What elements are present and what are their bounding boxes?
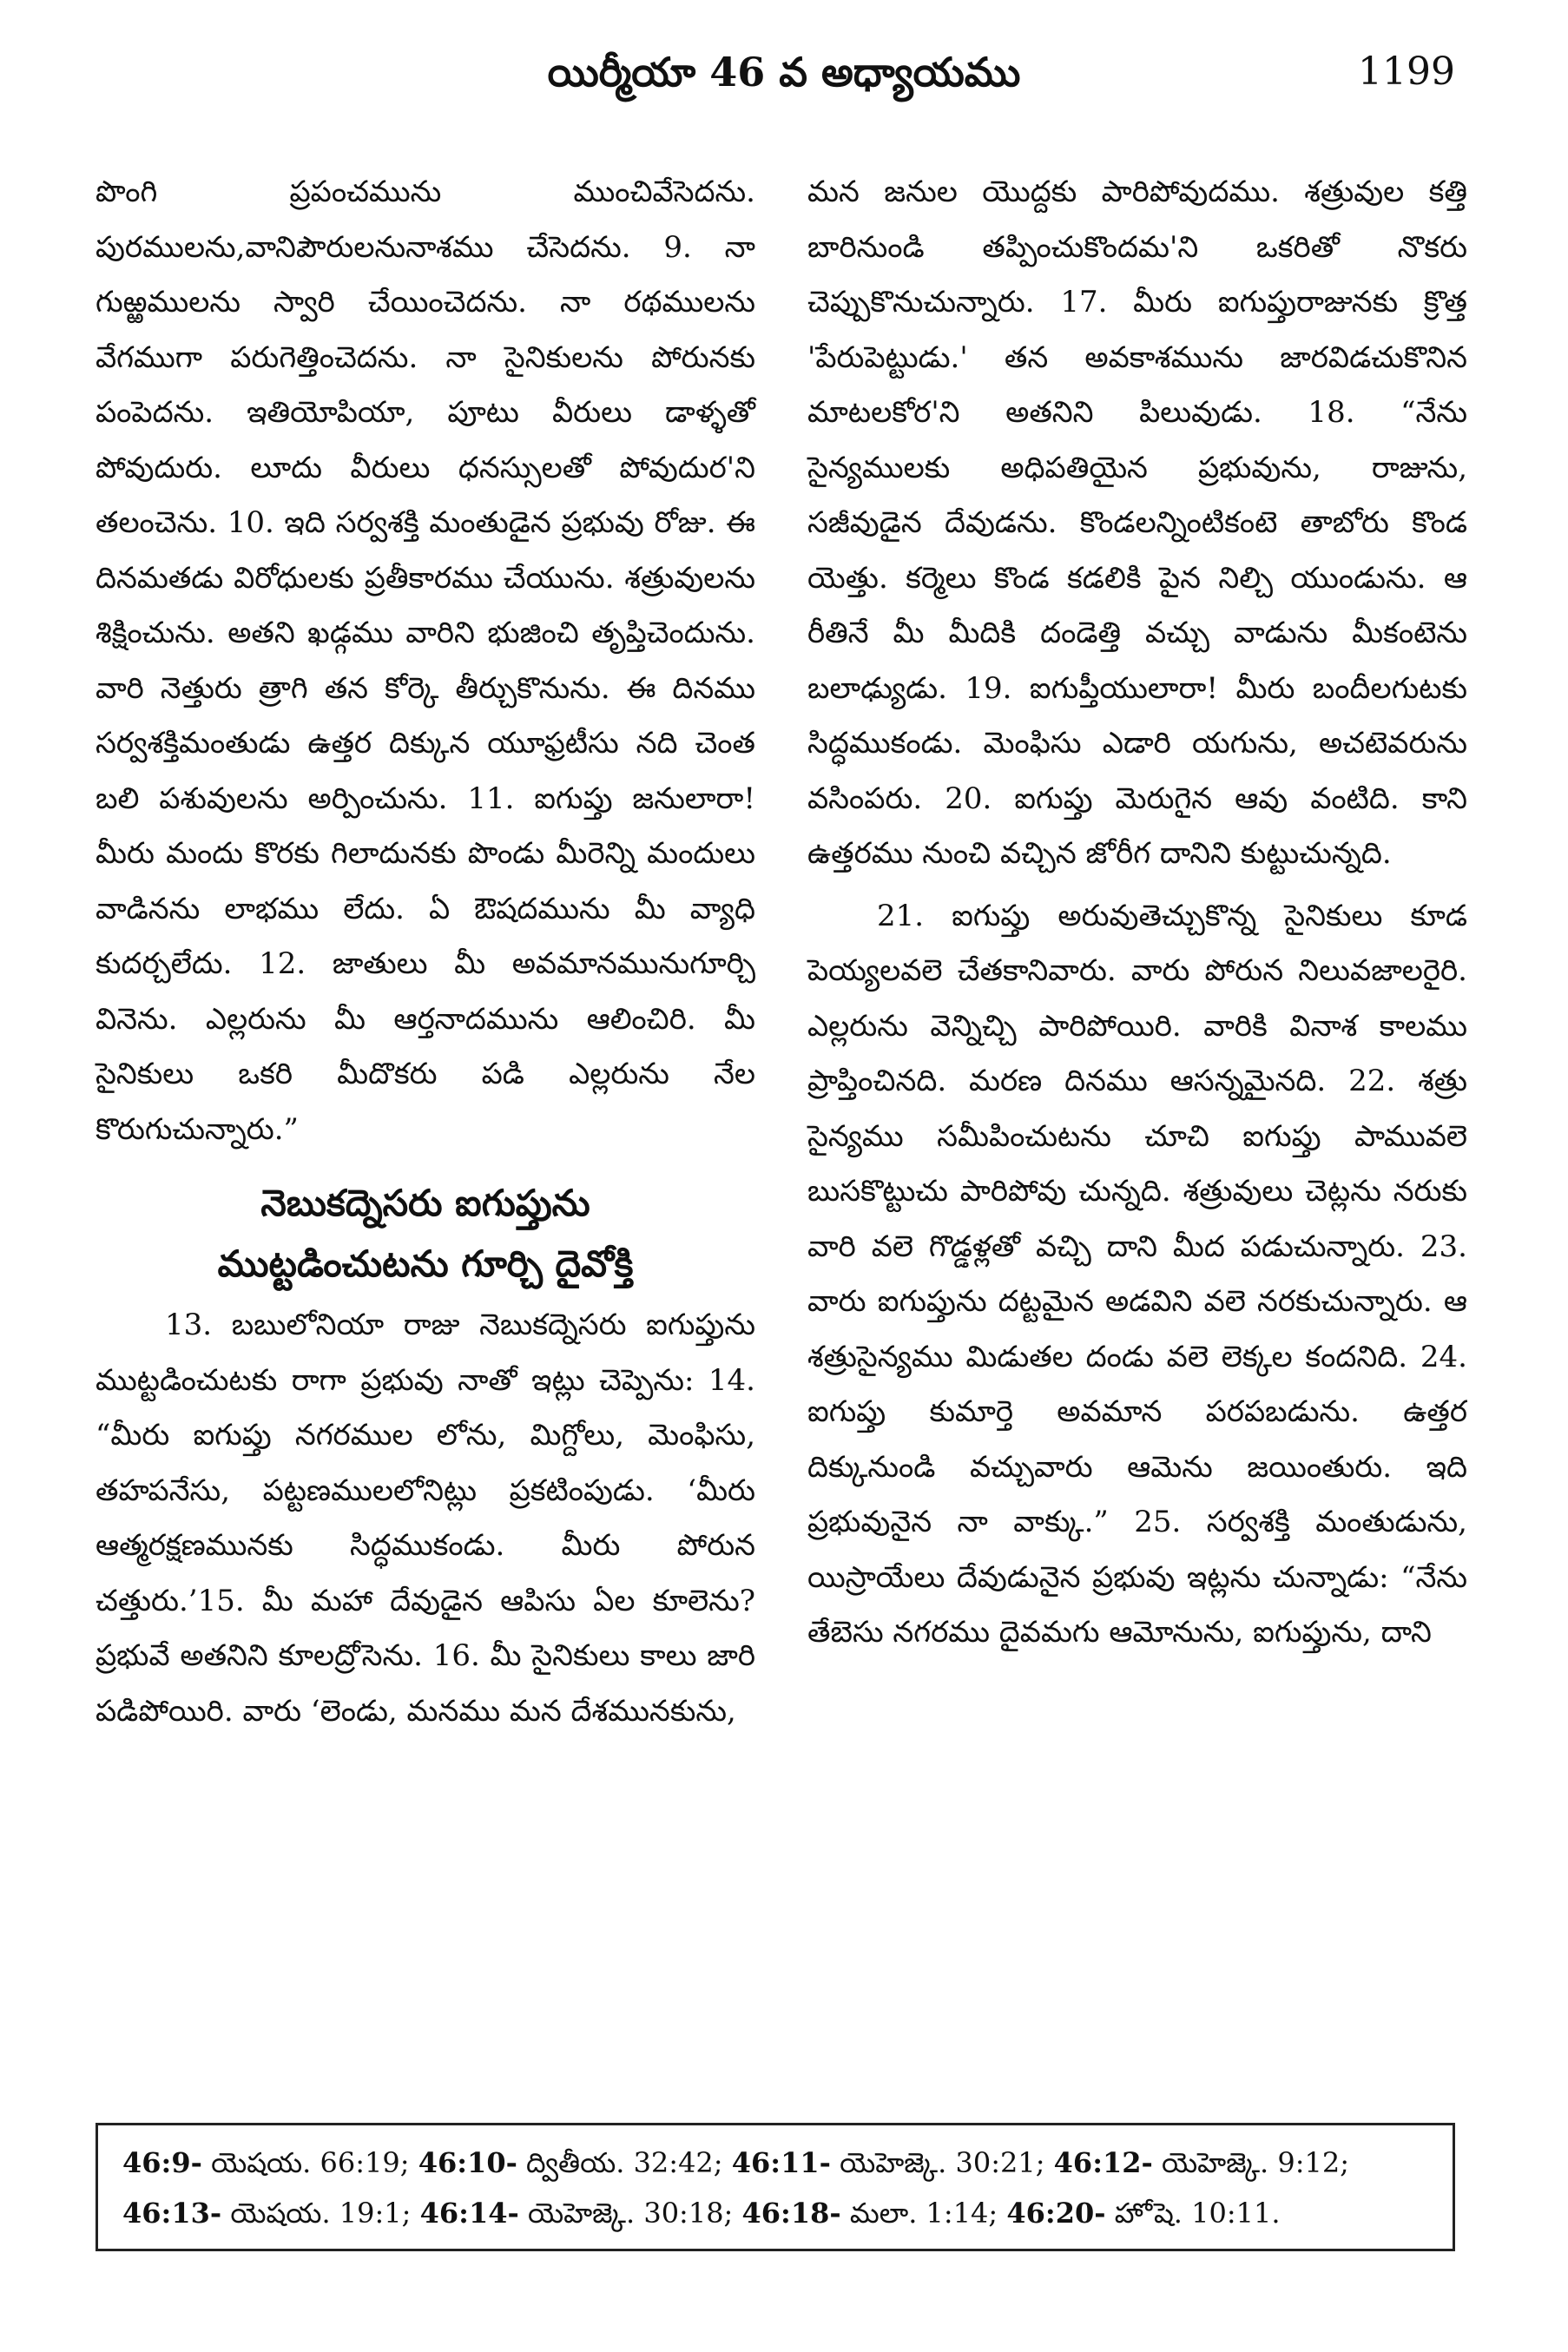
reference-key: 46:20- (1006, 2197, 1106, 2230)
section-heading-line: నెబుకద్నెసరు ఐగుప్తును (260, 1182, 590, 1224)
cross-references-box (96, 2123, 1455, 2251)
reference-key: 46:13- (122, 2197, 222, 2230)
reference-text: యెషయ. 19:1; (221, 2197, 420, 2230)
verse-paragraph: పొంగి ప్రపంచమును ముంచివేసెదను. పురములను,వానిపౌరులనునాశము చేసెదను. 9. నా గుఱ్ఱములను స్వారి చేయించెదను. నా రథములను వేగముగా పరుగెత్తించెదను. నా సైనికులను పోరునకు పంపెదను. ఇతియోపియా, పూటు వీరులు డాళ్ళతో పోవుదురు. లూదు వీరులు ధనస్సులతో పోవుదుర'ని తలంచెను. 10. ఇది సర్వశక్తి మంతుడైన ప్రభువు రోజు. ఈ దినమతడు విరోధులకు ప్రతీకారము చేయును. శత్రువులను శిక్షించును. అతని ఖడ్గము వారిని భుజించి తృప్తిచెందును. వారి నెత్తురు త్రాగి తన కోర్కె తీర్చుకొనును. ఈ దినము సర్వశక్తిమంతుడు ఉత్తర దిక్కున యూఫ్రటీసు నది చెంత బలి పశువులను అర్పించును. 11. ఐగుప్తు జనులారా! మీరు మందు కొరకు గిలాదునకు పొండు మీరెన్ని మందులు వాడినను లాభము లేదు. ఏ ఔషదమును మీ వ్యాధి కుదర్చలేదు. 12. జాతులు మీ అవమానమునుగూర్చి వినెను. ఎల్లరును మీ ఆర్తనాదమును ఆలించిరి. మీ సైనికులు ఒకరి మీదొకరు పడి ఎల్లరును నేల కొరుగుచున్నారు.” (96, 175, 755, 1147)
reference-key: 46:18- (741, 2197, 841, 2230)
reference-text: యెహెజ్కె. 9:12; (1152, 2146, 1350, 2179)
reference-text: యెషయ. 66:19; (201, 2146, 418, 2179)
reference-text: ద్వితీయ. 32:42; (517, 2146, 732, 2179)
reference-key: 46:14- (419, 2197, 519, 2230)
chapter-title: యిర్మీయా 46 వ అధ్యాయము (547, 49, 1021, 96)
section-heading (96, 1173, 755, 1295)
cross-reference-line (122, 2138, 1428, 2188)
reference-text: యెహెజ్కె. 30:18; (518, 2197, 742, 2230)
page-number: 1199 (1358, 49, 1455, 94)
reference-key: 46:11- (731, 2146, 831, 2179)
reference-key: 46:9- (122, 2146, 202, 2179)
verse-paragraph: మన జనుల యొద్దకు పారిపోవుదము. శత్రువుల కత్తి బారినుండి తప్పించుకొందమ'ని ఒకరితో నొకరు చెప్పుకొనుచున్నారు. 17. మీరు ఐగుప్తురాజునకు క్రొత్త 'పేరుపెట్టుడు.' తన అవకాశమును జారవిడచుకొనిన మాటలకోర'ని అతనిని పిలువుడు. 18. “నేను సైన్యములకు అధిపతియైన ప్రభువును, రాజును, సజీవుడైన దేవుడను. కొండలన్నింటికంటె తాబోరు కొండ యెత్తు. కర్మెలు కొండ కడలికి పైన నిల్చి యుండును. ఆ రీతినే మీ మీదికి దండెత్తి వచ్చు వాడును మీకంటెను బలాఢ్యుడు. 19. ఐగుప్తీయులారా! మీరు బందీలగుటకు సిద్ధముకండు. మెంఫిసు ఎడారి యగును, అచటెవరును వసింపరు. 20. ఐగుప్తు మెరుగైన ఆవు వంటిది. కాని ఉత్తరము నుంచి వచ్చిన జోరీగ దానిని కుట్టుచున్నది. (807, 175, 1467, 871)
reference-text: హోషె. 10:11. (1105, 2197, 1281, 2230)
reference-text: మలా. 1:14; (840, 2197, 1007, 2230)
section-heading-line: ముట్టడించుటను గూర్చి దైవోక్తి (217, 1242, 634, 1285)
verse-paragraph: 13. బబులోనియా రాజు నెబుకద్నెసరు ఐగుప్తును ముట్టడించుటకు రాగా ప్రభువు నాతో ఇట్లు చెప్పెను: 14. “మీరు ఐగుప్తు నగరముల లోను, మిగ్దోలు, మెంఫిసు, తహపనేసు, పట్టణములలోనిట్లు ప్రకటింపుడు. ‘మీరు ఆత్మరక్షణమునకు సిద్ధముకండు. మీరు పోరున చత్తురు.’15. మీ మహా దేవుడైన ఆపిసు ఏల కూలెను? ప్రభువే అతనిని కూలద్రోసెను. 16. మీ సైనికులు కాలు జారి పడిపోయిరి. వారు ‘లెండు, మనము మన దేశమునకును, (96, 1308, 755, 1729)
reference-text: యెహెజ్కె. 30:21; (830, 2146, 1054, 2179)
cross-reference-line (122, 2188, 1428, 2238)
right-column (807, 165, 1467, 1661)
reference-key: 46:10- (418, 2146, 517, 2179)
verse-paragraph: 21. ఐగుప్తు అరువుతెచ్చుకొన్న సైనికులు కూడ పెయ్యలవలె చేతకానివారు. వారు పోరున నిలువజాలరైరి. ఎల్లరును వెన్నిచ్చి పారిపోయిరి. వారికి వినాశ కాలము ప్రాప్తించినది. మరణ దినము ఆసన్నమైనది. 22. శత్రు సైన్యము సమీపించుటను చూచి ఐగుప్తు పామువలె బుసకొట్టుచు పారిపోవు చున్నది. శత్రువులు చెట్లను నరుకు వారి వలె గొడ్డళ్లతో వచ్చి దాని మీద పడుచున్నారు. 23. వారు ఐగుప్తును దట్టమైన అడవిని వలె నరకుచున్నారు. ఆ శత్రుసైన్యము మిడుతల దండు వలె లెక్కల కందనిది. 24. ఐగుప్తు కుమార్తె అవమాన పరపబడును. ఉత్తర దిక్కునుండి వచ్చువారు ఆమెను జయింతురు. ఇది ప్రభువునైన నా వాక్కు.” 25. సర్వశక్తి మంతుడును, యిస్రాయేలు దేవుడునైన ప్రభువు ఇట్లను చున్నాడు: “నేను తేబెసు నగరము దైవమగు ఆమోనును, ఐగుప్తును, దాని (807, 898, 1467, 1650)
left-column (96, 165, 755, 1739)
reference-key: 46:12- (1053, 2146, 1153, 2179)
